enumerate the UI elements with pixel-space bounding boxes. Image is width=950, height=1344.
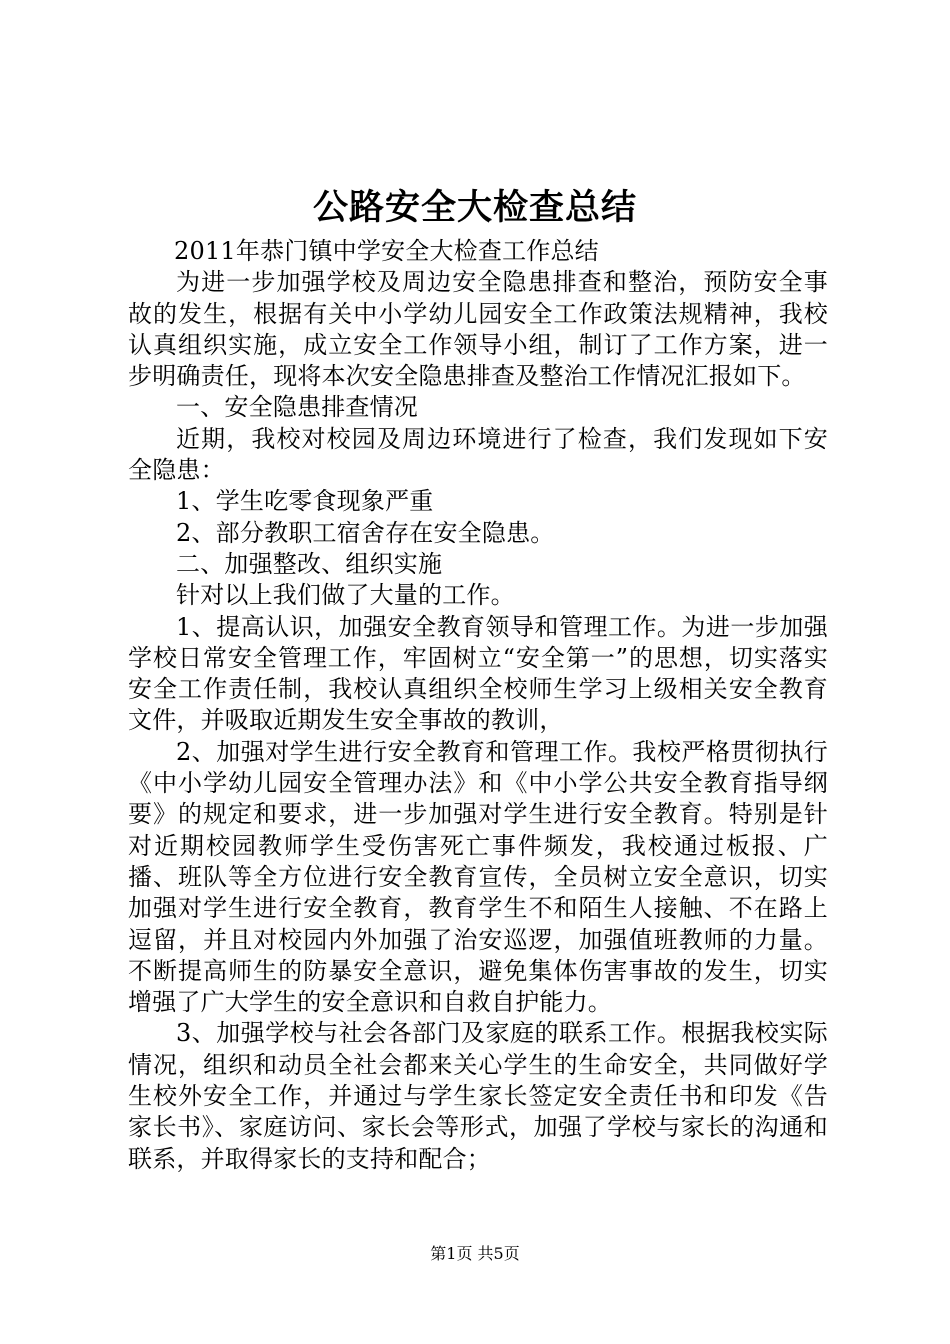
document-body (128, 236, 828, 1175)
paragraph-measure-2: 2、加强对学生进行安全教育和管理工作。我校严格贯彻执行《中小学幼儿园安全管理办法》和《中小学公共安全教育指导纲要》的规定和要求，进一步加强对学生进行安全教育。特别是针对近期校园教师学生受伤害死亡事件频发，我校通过板报、广播、班队等全方位进行安全教育宣传，全员树立安全意识，切实加强对学生进行安全教育，教育学生不和陌生人接触、不在路上逗留，并且对校园内外加强了治安巡逻，加强值班教师的力量。不断提高师生的防暴安全意识，避免集体伤害事故的发生，切实增强了广大学生的安全意识和自救自护能力。 (128, 737, 828, 1017)
page-number-footer: 第1页 共5页 (430, 1244, 520, 1263)
paragraph-findings: 近期，我校对校园及周边环境进行了检查，我们发现如下安全隐患： (128, 424, 828, 485)
paragraph-intro: 为进一步加强学校及周边安全隐患排查和整治，预防安全事故的发生，根据有关中小学幼儿园安全工作政策法规精神，我校认真组织实施，成立安全工作领导小组，制订了工作方案，进一步明确责任，现将本次安全隐患排查及整治工作情况汇报如下。 (128, 268, 828, 391)
document-title: 公路安全大检查总结 (312, 187, 637, 228)
paragraph-subtitle: 2011年恭门镇中学安全大检查工作总结 (174, 237, 599, 265)
section-heading-1: 一、安全隐患排查情况 (176, 393, 418, 422)
paragraph-measure-1: 1、提高认识，加强安全教育领导和管理工作。为进一步加强学校日常安全管理工作，牢固树立“安全第一”的思想，切实落实安全工作责任制，我校认真组织全校师生学习上级相关安全教育文件，并吸取近期发生安全事故的教训， (128, 612, 828, 735)
section-heading-2: 二、加强整改、组织实施 (176, 549, 443, 578)
paragraph-measures-intro: 针对以上我们做了大量的工作。 (176, 581, 515, 610)
paragraph-measure-3: 3、加强学校与社会各部门及家庭的联系工作。根据我校实际情况，组织和动员全社会都来关心学生的生命安全，共同做好学生校外安全工作，并通过与学生家长签定安全责任书和印发《告家长书》、家庭访问、家长会等形式，加强了学校与家长的沟通和联系，并取得家长的支持和配合； (128, 1019, 828, 1173)
list-item-hazard-1: 1、学生吃零食现象严重 (176, 487, 434, 516)
list-item-hazard-2: 2、部分教职工宿舍存在安全隐患。 (176, 518, 555, 547)
